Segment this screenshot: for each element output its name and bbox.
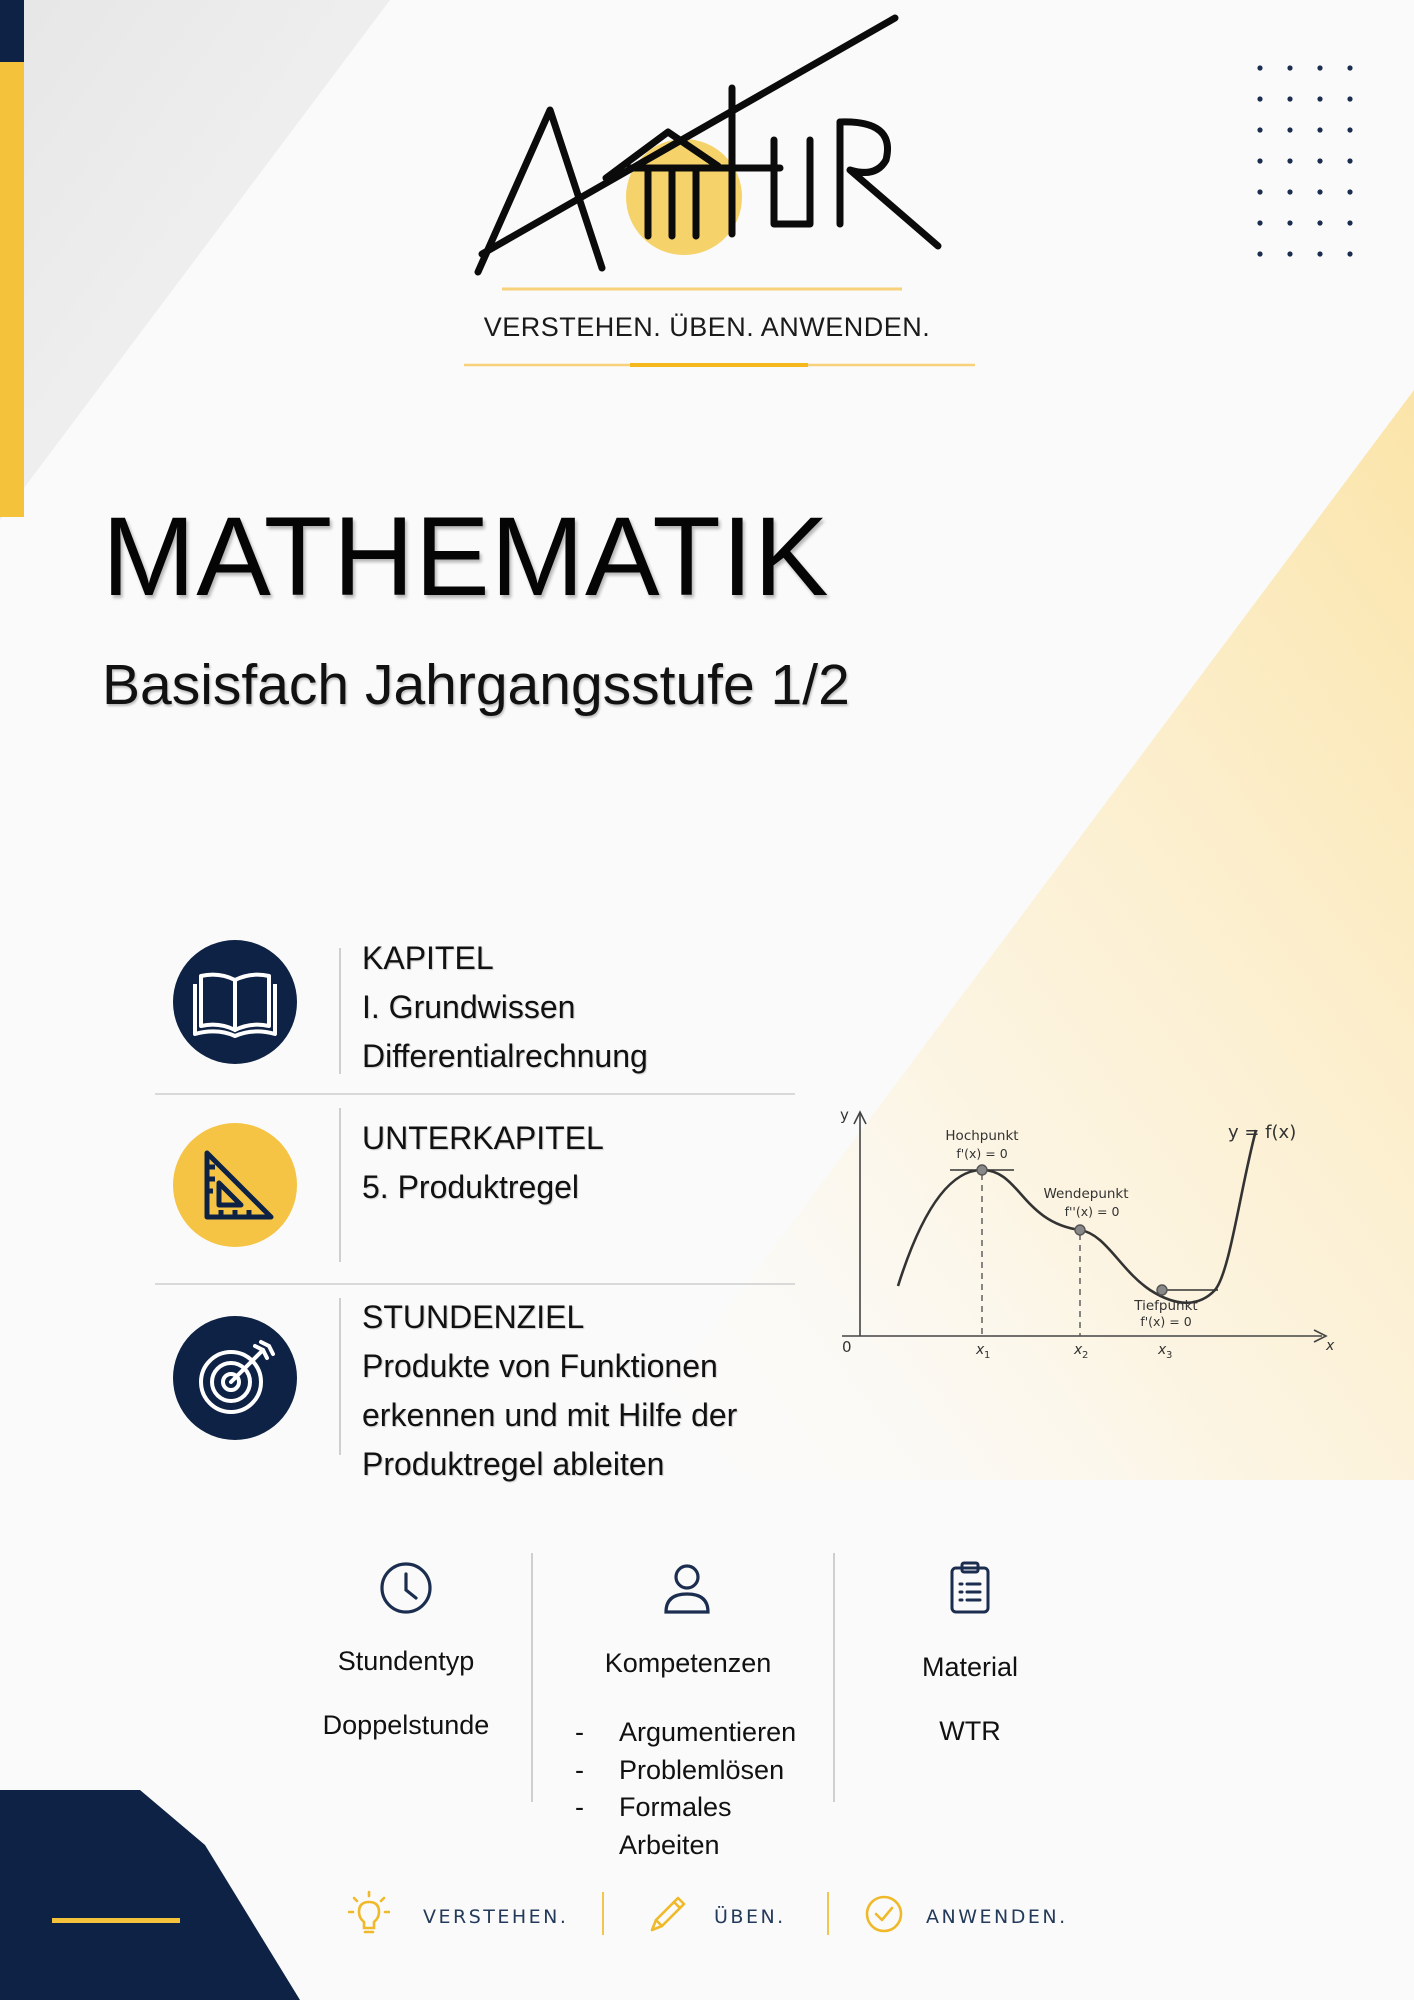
- x-tick-label: [975, 1342, 990, 1361]
- svg-text:x: x: [976, 1342, 985, 1358]
- origin-label: 0: [842, 1338, 852, 1356]
- info-line: Produkte von Funktionen: [362, 1348, 718, 1384]
- y-axis-label: y: [840, 1106, 849, 1124]
- function-graph: [830, 1100, 1340, 1370]
- list-item: - Argumentieren: [575, 1717, 797, 1747]
- material-value: WTR: [939, 1716, 1001, 1746]
- logo: [460, 10, 960, 295]
- page-title: MATHEMATIK: [102, 494, 830, 619]
- x-tick-label: [1157, 1342, 1172, 1361]
- pencil-icon: [646, 1892, 690, 1936]
- user-icon: [662, 1562, 712, 1616]
- kompetenzen-list: [575, 1714, 819, 1864]
- svg-text:x: x: [1158, 1342, 1167, 1358]
- info-line: Differentialrechnung: [362, 1038, 648, 1074]
- kompetenzen-title: Kompetenzen: [604, 1648, 772, 1678]
- footer-label: ÜBEN.: [714, 1906, 786, 1928]
- target-icon: [173, 1316, 297, 1440]
- check-circle-icon: [864, 1894, 904, 1934]
- info-stundenziel: [362, 1293, 737, 1489]
- tagline: VERSTEHEN. ÜBEN. ANWENDEN.: [483, 312, 931, 342]
- info-heading: STUNDENZIEL: [362, 1299, 585, 1335]
- set-square-icon: [173, 1123, 297, 1247]
- clock-icon: [378, 1560, 434, 1616]
- point-condition: f''(x) = 0: [1064, 1204, 1120, 1219]
- info-line: 5. Produktregel: [362, 1169, 580, 1205]
- logo-sun: [626, 139, 742, 255]
- lightbulb-icon: [348, 1890, 390, 1938]
- info-unterkapitel: [362, 1114, 604, 1212]
- footer-label: ANWENDEN.: [926, 1906, 1068, 1928]
- info-line: I. Grundwissen: [362, 989, 576, 1025]
- info-line: Produktregel ableiten: [362, 1446, 665, 1482]
- list-item: - Problemlösen: [575, 1754, 785, 1785]
- footer-label: VERSTEHEN.: [423, 1906, 569, 1928]
- material-title: Material: [921, 1652, 1019, 1682]
- point-condition: f'(x) = 0: [956, 1146, 1008, 1161]
- svg-text:x: x: [1074, 1342, 1083, 1358]
- point-condition: f'(x) = 0: [1140, 1314, 1192, 1329]
- svg-text:1: 1: [984, 1350, 991, 1361]
- page-subtitle: Basisfach Jahrgangsstufe 1/2: [102, 653, 850, 717]
- function-label: y = f(x): [1228, 1122, 1297, 1143]
- book-icon: [173, 940, 297, 1064]
- info-heading: UNTERKAPITEL: [362, 1120, 604, 1156]
- stundentyp-value: Doppelstunde: [322, 1710, 490, 1740]
- x-tick-label: [1073, 1342, 1088, 1361]
- point-name: Wendepunkt: [1043, 1186, 1129, 1202]
- list-item: - Formales Arbeiten: [575, 1792, 732, 1860]
- point-name: Hochpunkt: [945, 1128, 1019, 1144]
- svg-text:2: 2: [1082, 1350, 1089, 1361]
- x-axis-label: x: [1326, 1338, 1335, 1354]
- stundentyp-title: Stundentyp: [337, 1646, 475, 1676]
- point-name: Tiefpunkt: [1134, 1298, 1198, 1314]
- svg-text:3: 3: [1166, 1350, 1173, 1361]
- info-kapitel: [362, 934, 648, 1081]
- info-heading: KAPITEL: [362, 940, 494, 976]
- clipboard-icon: [948, 1560, 992, 1616]
- info-line: erkennen und mit Hilfe der: [362, 1397, 738, 1433]
